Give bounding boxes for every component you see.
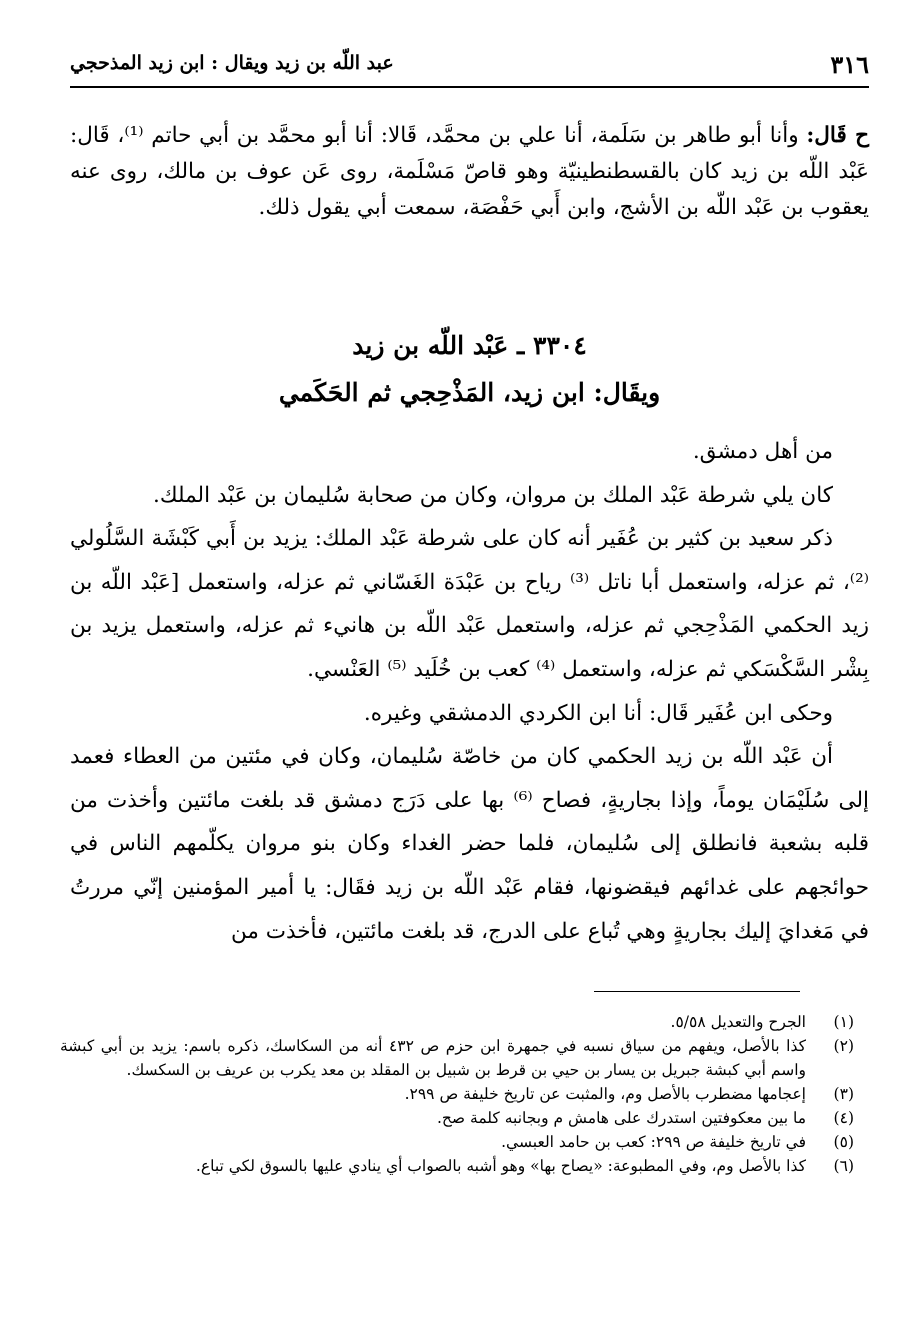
paragraph-origin: من أهل دمشق. [692,439,833,464]
footnote-text: الجرح والتعديل ٥/٥٨. [670,1013,806,1031]
page-number: ٣١٦ [830,50,869,79]
footnote-number: (٥) [833,1133,854,1151]
footnote-item [60,1154,854,1178]
intro-text: وأنا أبو طاهر بن سَلَمة، أنا علي بن محمَّد، قَالا: أنا أبو محمَّد بن أبي حاتم ⁽¹⁾، قَال: عَبْد اللّه بن زيد كان بالقسطنطينيّة وهو قاصّ مَسْلَمة، روى عَن عوف بن مالك، روى عنه يعقوب بن عَبْد اللّه بن الأشج، وابن أَبي حَفْصَة، سمعت أبي يقول ذلك. [70,123,869,220]
footnote-text: في تاريخ خليفة ص ٢٩٩: كعب بن حامد العبسي. [501,1133,806,1151]
footnote-number: (٤) [833,1109,854,1127]
footnote-text: كذا بالأصل وم، وفي المطبوعة: «يصاح بها» وهو أشبه بالصواب أي ينادي عليها بالسوق لكي تباع. [195,1157,806,1175]
footnote-text: إعجامها مضطرب بالأصل وم، والمثبت عن تاريخ خليفة ص ٢٩٩. [404,1085,806,1103]
footnote-item [60,1082,854,1106]
footnote-text: كذا بالأصل، ويفهم من سياق نسبه في جمهرة ابن حزم ص ٤٣٢ أنه من السكاسك، ذكره باسم: يزيد بن أبي كبشة واسم أبي كبشة جبريل بن يسار بن حيي بن قرط بن شبيل بن المقلد بن معد يكرب بن عريف بن السكسك. [60,1037,806,1079]
footnote-divider [594,991,800,992]
footnotes [60,1010,854,1178]
footnote-number: (٢) [833,1037,854,1055]
footnote-item [60,1010,854,1034]
paragraph-police: كان يلي شرطة عَبْد الملك بن مروان، وكان من صحابة سُليمان بن عَبْد الملك. [153,482,833,508]
intro-paragraph [70,118,869,226]
page-header [70,42,869,88]
footnote-item [60,1130,854,1154]
footnote-item [60,1106,854,1130]
paragraph-police-list: ذكر سعيد بن كثير بن عُفَير أنه كان على شرطة عَبْد الملك: يزيد بن أَبي كَبْشَة السَّلُولي ⁽²⁾، ثم عزله، واستعمل أبا ناتل ⁽³⁾ رياح بن عَبْدَة الغَسّاني ثم عزله، واستعمل [عَبْد اللّه بن زيد الحكمي المَذْحِجي ثم عزله، واستعمل عَبْد اللّه بن هانيء ثم عزله، واستعمل يزيد بن بِشْر السَّكْسَكي ثم عزله، واستعمل ⁽⁴⁾ كعب بن خُلَيد ⁽⁵⁾ العَنْسي. [70,526,869,682]
paragraph-narration: وحكى ابن عُفَير قَال: أنا ابن الكردي الدمشقي وغيره. [363,700,833,726]
entry-heading-line-2: ويقَال: ابن زيد، المَذْحِجي ثم الحَكَمي [278,378,661,407]
footnote-number: (٦) [833,1157,854,1175]
paragraph-story: أن عَبْد اللّه بن زيد الحكمي كان من خاصّة سُليمان، وكان في مئتين من العطاء فعمد إلى سُلَيْمَان يوماً، وإذا بجاريةٍ، فصاح ⁽⁶⁾ بها على دَرَج دمشق قد بلغت مائتين وأخذت من قلبه بشعبة فانطلق إلى سُليمان، فلما حضر الغداء وكان بنو مروان يكلّمهم الناس في حوائجهم على غدائهم فيقضونها، فقام عَبْد اللّه بن زيد فقَال: يا أمير المؤمنين إنّي مررتُ في مَغدايَ إليك بجاريةٍ وهي تُباع على الدرج، قد بلغت مائتين، فأخذت من [70,744,869,944]
intro-lead: ح قَال: [806,123,870,148]
entry-heading-line-1: ٣٣٠٤ ـ عَبْد اللّه بن زيد [352,331,587,360]
running-title: عبد اللّه بن زيد ويقال : ابن زيد المذحجي [70,52,394,74]
footnote-item [60,1034,854,1082]
footnote-text: ما بين معكوفتين استدرك على هامش م وبجانبه كلمة صح. [437,1109,806,1127]
entry-body [70,430,869,953]
footnote-number: (١) [833,1013,854,1031]
footnote-number: (٣) [833,1085,854,1103]
